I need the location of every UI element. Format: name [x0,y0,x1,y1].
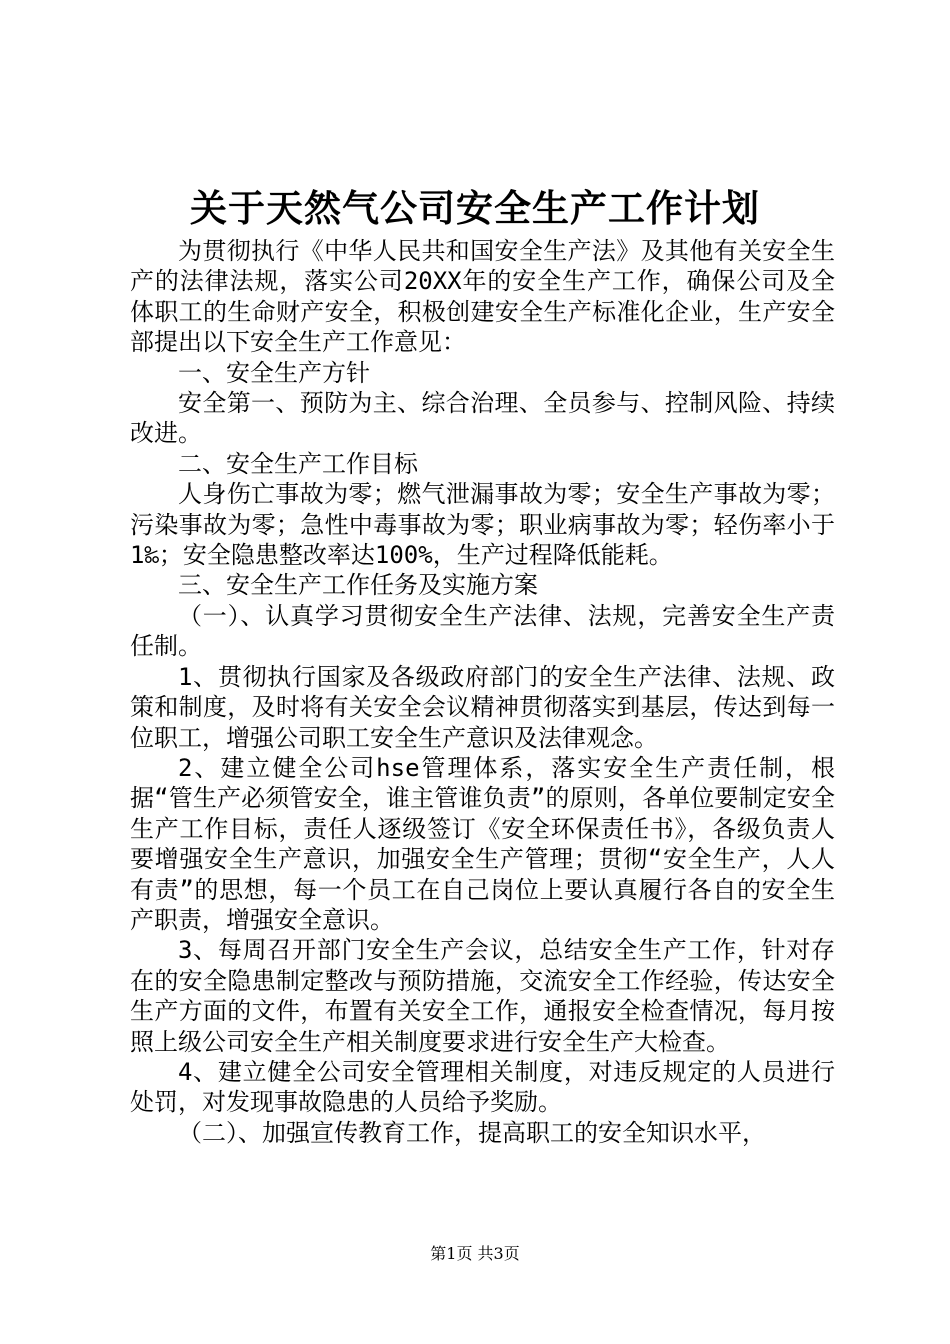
section-heading-goals: 二、安全生产工作目标 [178,449,418,478]
section-heading-tasks: 三、安全生产工作任务及实施方案 [178,571,538,600]
document-title: 关于天然气公司安全生产工作计划 [190,186,760,230]
section-heading-policy: 一、安全生产方针 [178,358,370,387]
paragraph-item-4: 4、建立健全公司安全管理相关制度，对违反规定的人员进行处罚，对发现事故隐患的人员给予奖励。 [130,1057,835,1117]
subsection-heading-2: （二）、加强宣传教育工作，提高职工的安全知识水平， [178,1118,766,1147]
paragraph-item-2: 2、建立健全公司hse管理体系，落实安全生产责任制，根据“管生产必须管安全，谁主管谁负责”的原则，各单位要制定安全生产工作目标，责任人逐级签订《安全环保责任书》，各级负责人要增强安全生产意识，加强安全生产管理；贯彻“安全生产，人人有责”的思想，每一个员工在自己岗位上要认真履行各自的安全生产职责，增强安全意识。 [130,753,835,934]
paragraph-item-3: 3、每周召开部门安全生产会议，总结安全生产工作，针对存在的安全隐患制定整改与预防措施，交流安全工作经验，传达安全生产方面的文件，布置有关安全工作，通报安全检查情况，每月按照上级公司安全生产相关制度要求进行安全生产大检查。 [130,936,835,1056]
page-footer: 第1页 共3页 [430,1244,520,1263]
paragraph-goals: 人身伤亡事故为零；燃气泄漏事故为零；安全生产事故为零；污染事故为零；急性中毒事故为零；职业病事故为零；轻伤率小于1‰；安全隐患整改率达100%，生产过程降低能耗。 [130,480,835,570]
paragraph-policy: 安全第一、预防为主、综合治理、全员参与、控制风险、持续改进。 [130,389,835,448]
paragraph-intro: 为贯彻执行《中华人民共和国安全生产法》及其他有关安全生产的法律法规，落实公司20XX年的安全生产工作，确保公司及全体职工的生命财产安全，积极创建安全生产标准化企业，生产安全部提出以下安全生产工作意见： [130,237,835,357]
paragraph-item-1: 1、贯彻执行国家及各级政府部门的安全生产法律、法规、政策和制度，及时将有关安全会议精神贯彻落实到基层，传达到每一位职工，增强公司职工安全生产意识及法律观念。 [130,662,835,752]
document-body [130,236,835,1148]
subsection-heading-1: （一）、认真学习贯彻安全生产法律、法规，完善安全生产责任制。 [130,601,835,661]
